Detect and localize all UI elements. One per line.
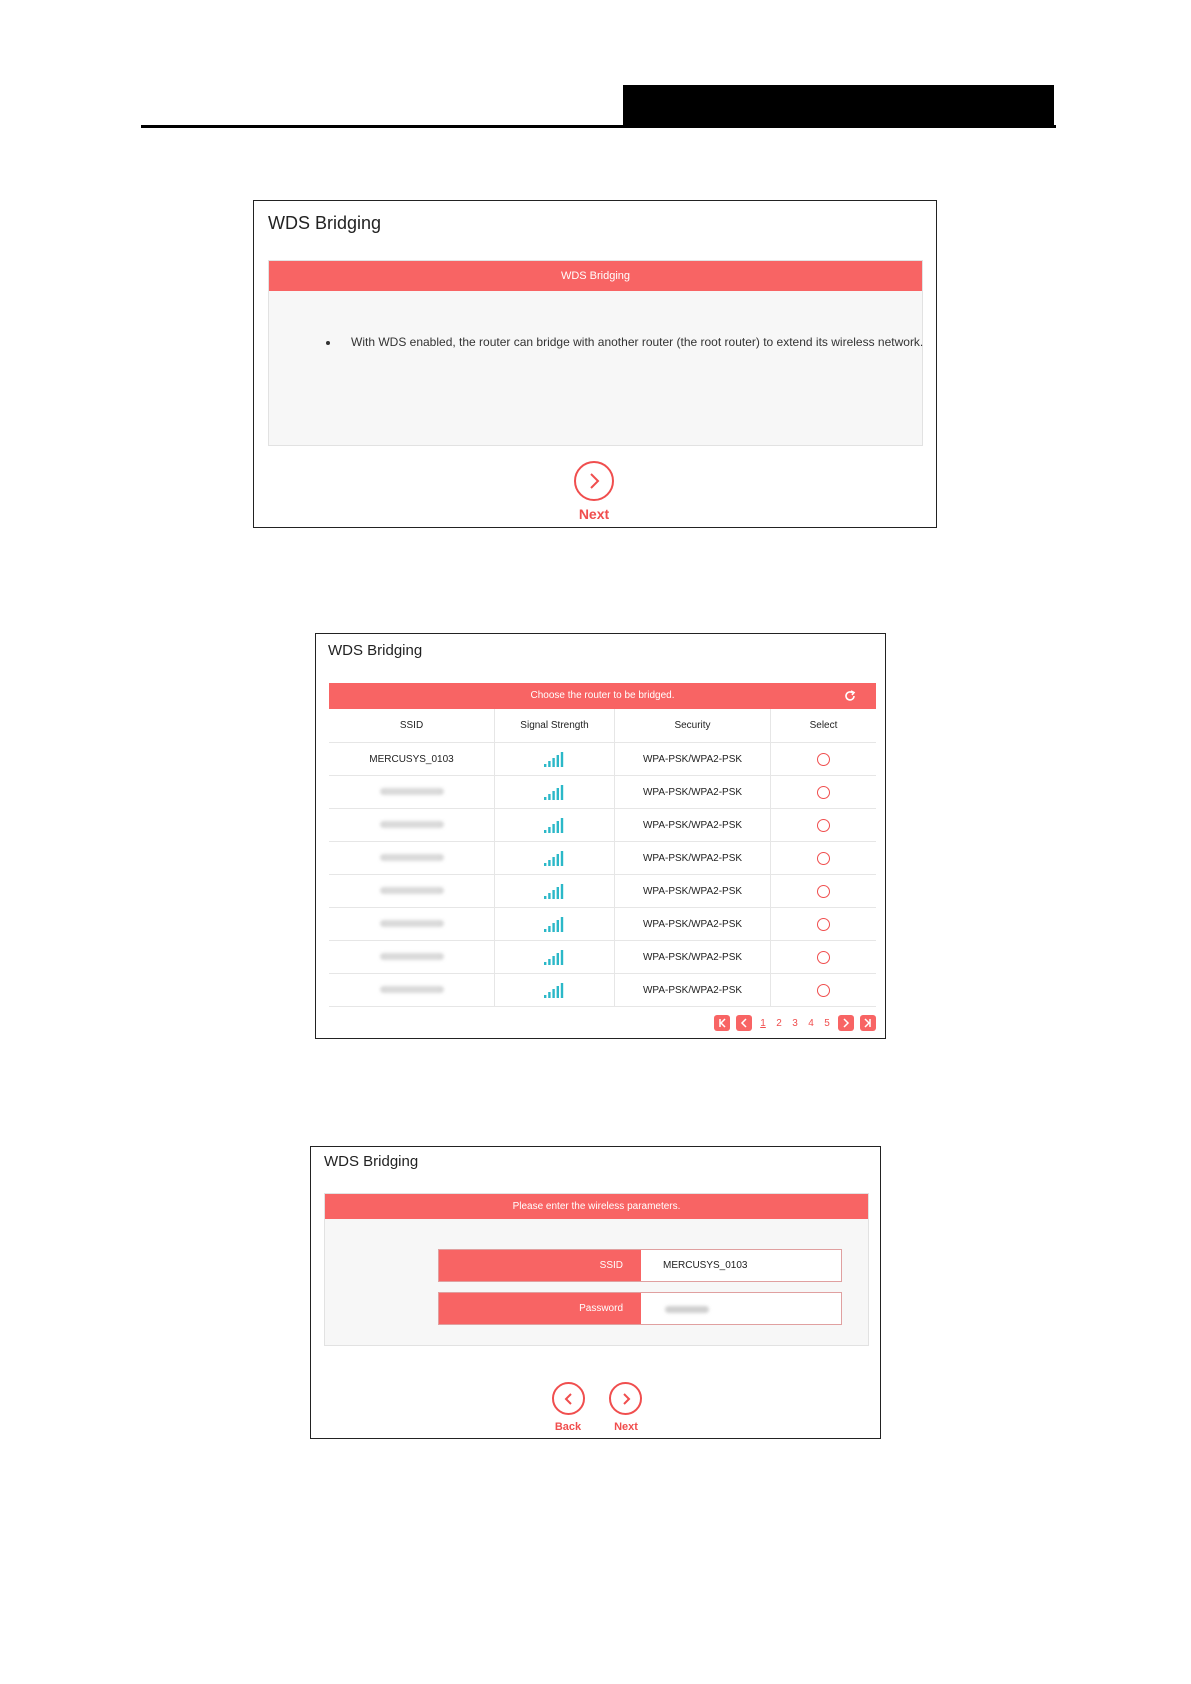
select-cell (771, 974, 877, 1007)
header-rule (141, 125, 1056, 128)
page-1[interactable]: 1 (760, 1017, 766, 1029)
signal-cell (495, 974, 615, 1007)
panel-header: WDS Bridging (269, 261, 922, 291)
signal-cell (495, 776, 615, 809)
ssid-redacted (380, 953, 444, 960)
password-field (438, 1292, 842, 1325)
select-radio[interactable] (817, 951, 830, 964)
bullet-icon (326, 341, 330, 345)
select-radio[interactable] (817, 885, 830, 898)
security-cell: WPA-PSK/WPA2-PSK (615, 743, 771, 776)
password-value-redacted (665, 1306, 709, 1313)
choose-router-screenshot (315, 633, 886, 1039)
signal-strength-icon (544, 751, 566, 767)
signal-cell (495, 743, 615, 776)
first-page-button[interactable] (714, 1015, 730, 1031)
security-cell: WPA-PSK/WPA2-PSK (615, 974, 771, 1007)
column-ssid: SSID (329, 709, 495, 743)
select-radio[interactable] (817, 786, 830, 799)
select-radio[interactable] (817, 819, 830, 832)
chevron-right-icon (587, 472, 601, 490)
security-cell: WPA-PSK/WPA2-PSK (615, 809, 771, 842)
chevron-right-icon (841, 1018, 851, 1028)
chevron-left-icon (739, 1018, 749, 1028)
wds-intro-screenshot (253, 200, 937, 528)
security-cell: WPA-PSK/WPA2-PSK (615, 875, 771, 908)
panel-header: Please enter the wireless parameters. (325, 1194, 868, 1219)
signal-strength-icon (544, 916, 566, 932)
page-title: WDS Bridging (328, 642, 423, 659)
ssid-cell (329, 842, 495, 875)
select-cell (771, 743, 877, 776)
last-page-button[interactable] (860, 1015, 876, 1031)
table-row[interactable] (329, 743, 876, 776)
next-page-button[interactable] (838, 1015, 854, 1031)
header-black-block (623, 85, 1054, 128)
signal-cell (495, 842, 615, 875)
page-5[interactable]: 5 (824, 1017, 830, 1029)
signal-cell (495, 809, 615, 842)
table-row[interactable] (329, 842, 876, 875)
ssid-redacted (380, 920, 444, 927)
select-radio[interactable] (817, 753, 830, 766)
ssid-cell: MERCUSYS_0103 (329, 743, 495, 776)
chevron-left-icon (563, 1392, 575, 1406)
select-cell (771, 908, 877, 941)
wds-info-panel (268, 260, 923, 446)
page-4[interactable]: 4 (808, 1017, 814, 1029)
double-chevron-left-icon (717, 1018, 727, 1028)
refresh-icon[interactable] (843, 689, 857, 703)
ap-table (329, 709, 876, 1007)
select-cell (771, 875, 877, 908)
next-button[interactable] (609, 1382, 642, 1415)
ssid-cell (329, 941, 495, 974)
select-cell (771, 776, 877, 809)
select-cell (771, 941, 877, 974)
password-label: Password (439, 1293, 641, 1324)
signal-strength-icon (544, 817, 566, 833)
table-row[interactable] (329, 941, 876, 974)
back-button[interactable] (552, 1382, 585, 1415)
signal-strength-icon (544, 784, 566, 800)
column-select: Select (771, 709, 877, 743)
ssid-cell (329, 809, 495, 842)
signal-strength-icon (544, 850, 566, 866)
column-signal: Signal Strength (495, 709, 615, 743)
params-panel (324, 1193, 869, 1346)
pagination (714, 1015, 876, 1031)
security-cell: WPA-PSK/WPA2-PSK (615, 776, 771, 809)
select-radio[interactable] (817, 984, 830, 997)
signal-strength-icon (544, 982, 566, 998)
select-cell (771, 809, 877, 842)
column-security: Security (615, 709, 771, 743)
security-cell: WPA-PSK/WPA2-PSK (615, 908, 771, 941)
page-3[interactable]: 3 (792, 1017, 798, 1029)
back-label[interactable]: Back (554, 1421, 582, 1433)
select-radio[interactable] (817, 852, 830, 865)
table-row[interactable] (329, 908, 876, 941)
ssid-label: SSID (439, 1250, 641, 1281)
wds-description: With WDS enabled, the router can bridge with another router (the root router) to extend its wireless network. (351, 335, 924, 349)
next-label[interactable]: Next (614, 1421, 638, 1433)
page-2[interactable]: 2 (776, 1017, 782, 1029)
page-title: WDS Bridging (268, 213, 382, 233)
ssid-field (438, 1249, 842, 1282)
table-row[interactable] (329, 875, 876, 908)
ssid-input[interactable] (641, 1250, 841, 1281)
select-radio[interactable] (817, 918, 830, 931)
next-button[interactable] (574, 461, 614, 501)
security-cell: WPA-PSK/WPA2-PSK (615, 842, 771, 875)
wireless-params-screenshot (310, 1146, 881, 1439)
double-chevron-right-icon (863, 1018, 873, 1028)
signal-cell (495, 908, 615, 941)
chevron-right-icon (620, 1392, 632, 1406)
ssid-cell (329, 875, 495, 908)
ssid-cell (329, 974, 495, 1007)
next-label[interactable]: Next (578, 506, 610, 522)
security-cell: WPA-PSK/WPA2-PSK (615, 941, 771, 974)
ssid-redacted (380, 788, 444, 795)
table-row[interactable] (329, 809, 876, 842)
page-title: WDS Bridging (324, 1153, 419, 1170)
ssid-redacted (380, 854, 444, 861)
signal-cell (495, 941, 615, 974)
select-cell (771, 842, 877, 875)
ssid-cell (329, 776, 495, 809)
table-header-bar: Choose the router to be bridged. (329, 683, 876, 709)
signal-strength-icon (544, 883, 566, 899)
signal-cell (495, 875, 615, 908)
signal-strength-icon (544, 949, 566, 965)
ssid-cell (329, 908, 495, 941)
ssid-redacted (380, 887, 444, 894)
ssid-redacted (380, 986, 444, 993)
table-row[interactable] (329, 776, 876, 809)
ssid-redacted (380, 821, 444, 828)
prev-page-button[interactable] (736, 1015, 752, 1031)
table-row[interactable] (329, 974, 876, 1007)
